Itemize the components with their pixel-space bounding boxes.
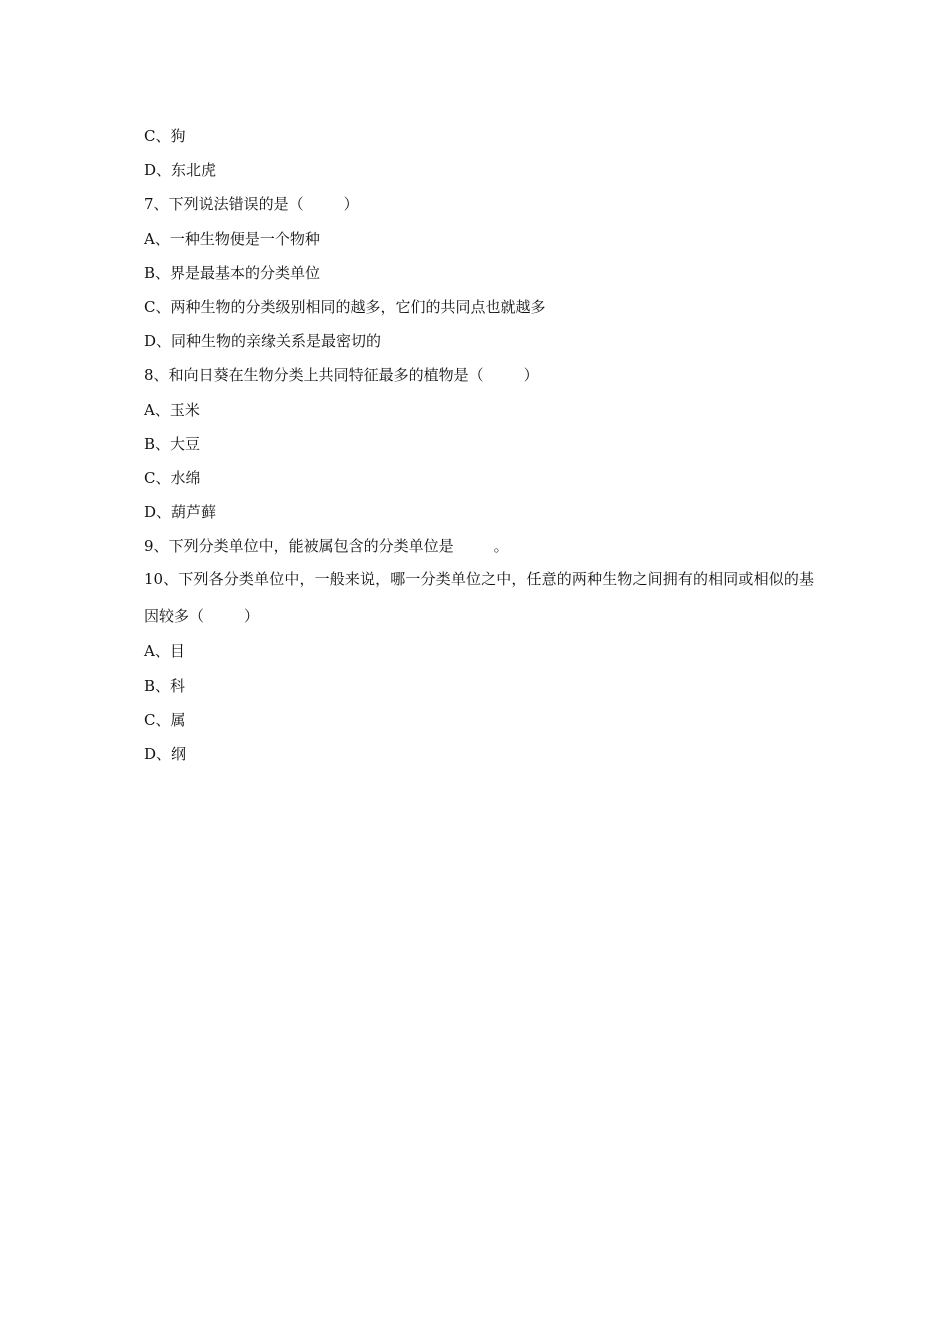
- option-line: [144, 703, 814, 737]
- option-letter: D: [144, 503, 157, 522]
- question-number: 7: [144, 195, 154, 214]
- option-letter: B: [144, 263, 156, 282]
- separator: 、: [156, 503, 172, 522]
- option-text: 界是最基本的分类单位: [170, 263, 321, 282]
- option-letter: D: [144, 332, 157, 351]
- question-number: 9: [144, 537, 154, 556]
- separator: 、: [155, 468, 171, 487]
- question-text: 下列说法错误的是（: [168, 195, 304, 214]
- question-line: [144, 561, 814, 635]
- question-number: 10: [144, 570, 164, 589]
- option-text: 狗: [170, 127, 186, 145]
- option-letter: A: [144, 400, 155, 419]
- separator: 、: [155, 676, 171, 695]
- separator: 、: [153, 537, 169, 556]
- option-letter: B: [144, 676, 156, 695]
- option-text: 东北虎: [171, 161, 217, 180]
- separator: 、: [156, 332, 172, 351]
- separator: 、: [156, 161, 172, 180]
- separator: 、: [155, 297, 171, 316]
- option-letter: C: [144, 297, 156, 316]
- closing-mark: ）: [343, 195, 359, 214]
- option-letter: C: [144, 710, 156, 729]
- option-letter: A: [144, 642, 155, 661]
- option-line: [144, 256, 814, 290]
- question-text: 和向日葵在生物分类上共同特征最多的植物是（: [168, 366, 484, 385]
- separator: 、: [155, 434, 171, 453]
- option-line: [144, 222, 814, 256]
- option-letter: D: [144, 745, 157, 763]
- option-line: [144, 427, 814, 461]
- question-text: 下列各分类单位中，一般来说，哪一分类单位之中，任意的两种生物之间拥有的相同或相似的基因较多（: [144, 570, 814, 626]
- option-line: [144, 461, 814, 495]
- separator: 、: [155, 263, 171, 282]
- option-letter: B: [144, 434, 156, 453]
- option-line: [144, 495, 814, 529]
- separator: 、: [163, 570, 179, 589]
- option-text: 大豆: [170, 434, 201, 453]
- option-line: [144, 119, 814, 153]
- question-text: 下列分类单位中，能被属包含的分类单位是: [168, 537, 454, 556]
- separator: 、: [154, 400, 170, 419]
- option-line: [144, 634, 814, 668]
- option-text: 属: [170, 710, 186, 729]
- option-text: 水绵: [170, 468, 201, 487]
- closing-mark: ）: [523, 366, 539, 385]
- question-number: 8: [144, 366, 154, 385]
- separator: 、: [154, 229, 170, 248]
- option-line: [144, 153, 814, 187]
- question-line: [144, 529, 814, 563]
- option-text: 葫芦藓: [171, 503, 217, 522]
- separator: 、: [156, 745, 172, 763]
- option-letter: D: [144, 161, 157, 180]
- closing-mark: ）: [244, 607, 260, 626]
- separator: 、: [153, 195, 169, 214]
- separator: 、: [153, 366, 169, 385]
- option-line: [144, 737, 814, 771]
- option-line: [144, 324, 814, 358]
- separator: 、: [154, 642, 170, 661]
- option-text: 同种生物的亲缘关系是最密切的: [171, 332, 382, 351]
- option-text: 科: [170, 676, 186, 695]
- option-line: [144, 393, 814, 427]
- separator: 、: [155, 710, 171, 729]
- option-line: [144, 290, 814, 324]
- separator: 、: [155, 127, 171, 145]
- question-line: [144, 187, 814, 221]
- closing-mark: 。: [493, 537, 509, 556]
- option-text: 目: [169, 642, 185, 661]
- option-text: 纲: [171, 745, 187, 763]
- option-text: 一种生物便是一个物种: [169, 229, 320, 248]
- option-letter: A: [144, 229, 155, 248]
- option-letter: C: [144, 468, 156, 487]
- option-text: 玉米: [169, 400, 200, 419]
- option-letter: C: [144, 127, 156, 145]
- option-line: [144, 669, 814, 703]
- option-text: 两种生物的分类级别相同的越多，它们的共同点也就越多: [170, 297, 546, 316]
- question-line: [144, 358, 814, 392]
- question-content: [144, 119, 814, 771]
